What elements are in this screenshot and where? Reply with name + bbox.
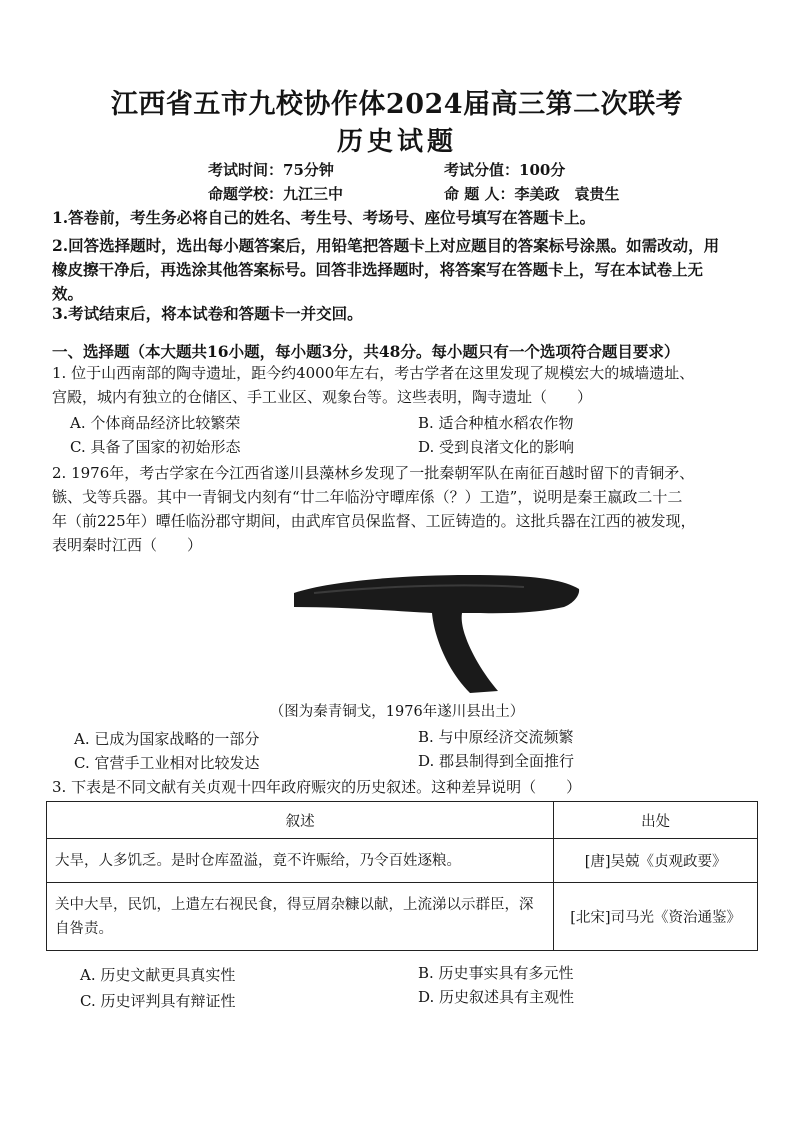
q2-stem-line-3: 年（前225年）曋任临汾郡守期间，由武库官员保监督、工匠铸造的。这批兵器在江西的被发现， — [52, 512, 696, 530]
source-table — [46, 801, 758, 951]
q3-option-b: B. 历史事实具有多元性 — [418, 964, 574, 982]
subject-title: 历史试题 — [336, 127, 457, 157]
table-cell-source: [北宋]司马光《资治通鉴》 — [554, 883, 758, 951]
q2-option-c: C. 官营手工业相对比较发达 — [74, 754, 260, 772]
q2-option-d: D. 郡县制得到全面推行 — [418, 752, 575, 770]
table-header-source: 出处 — [554, 802, 758, 839]
table-row — [47, 839, 758, 883]
q2-option-b: B. 与中原经济交流频繁 — [418, 728, 574, 746]
q2-stem-line-4: 表明秦时江西（ ） — [52, 536, 203, 554]
instruction-2-end: 效。 — [52, 284, 84, 303]
q3-option-a: A. 历史文献更具真实性 — [80, 966, 236, 984]
instruction-3: 3.考试结束后，将本试卷和答题卡一并交回。 — [52, 304, 363, 323]
q2-option-a: A. 已成为国家战略的一部分 — [74, 730, 260, 748]
figure-caption: （图为秦青铜戈，1976年遂川县出土） — [269, 704, 525, 720]
exam-author: 命 题 人：李美政 袁贵生 — [444, 185, 620, 203]
table-header-narrative: 叙述 — [47, 802, 554, 839]
table-header-row — [47, 802, 758, 839]
q1-option-c: C. 具备了国家的初始形态 — [70, 438, 241, 456]
q1-option-b: B. 适合种植水稻农作物 — [418, 414, 574, 432]
q1-stem-line-1: 1. 位于山西南部的陶寺遗址，距今约4000年左右，考古学者在这里发现了规模宏大的城墙遗址、 — [52, 364, 695, 382]
instruction-2: 2.回答选择题时，选出每小题答案后，用铅笔把答题卡上对应题目的答案标号涂黑。如需改动，用 — [52, 236, 720, 255]
section-heading: 一、选择题（本大题共16小题，每小题3分，共48分。每小题只有一个选项符合题目要求） — [52, 342, 680, 361]
bronze-dagger-axe-image — [294, 573, 584, 695]
table-cell-narrative: 大旱，人多饥乏。是时仓库盈溢，竟不许赈给，乃令百姓逐粮。 — [47, 839, 554, 883]
instruction-2-cont: 橡皮擦干净后，再选涂其他答案标号。回答非选择题时，将答案写在答题卡上，写在本试卷上无 — [52, 260, 704, 279]
q3-option-d: D. 历史叙述具有主观性 — [418, 988, 575, 1006]
table-cell-narrative: 关中大旱，民饥，上遣左右视民食，得豆屑杂糠以献，上流涕以示群臣，深自咎责。 — [47, 883, 554, 951]
exam-score: 考试分值：100分 — [444, 161, 566, 179]
q1-option-a: A. 个体商品经济比较繁荣 — [70, 414, 241, 432]
instruction-1: 1.答卷前，考生务必将自己的姓名、考生号、考场号、座位号填写在答题卡上。 — [52, 208, 596, 227]
q3-stem: 3. 下表是不同文献有关贞观十四年政府赈灾的历史叙述。这种差异说明（ ） — [52, 778, 582, 796]
q1-option-d: D. 受到良渚文化的影响 — [418, 438, 575, 456]
q2-stem-line-1: 2. 1976年，考古学家在今江西省遂川县藻林乡发现了一批秦朝军队在南征百越时留下的青铜矛、 — [52, 464, 695, 482]
q1-stem-line-2: 宫殿，城内有独立的仓储区、手工业区、观象台等。这些表明，陶寺遗址（ ） — [52, 388, 593, 406]
q3-option-c: C. 历史评判具有辩证性 — [80, 992, 236, 1010]
table-row — [47, 883, 758, 951]
q2-stem-line-2: 镞、戈等兵器。其中一青铜戈内刻有“廿二年临汾守曋库係（？）工造”，说明是秦王嬴政二十二 — [52, 488, 683, 506]
exam-school: 命题学校：九江三中 — [208, 185, 344, 203]
exam-title: 江西省五市九校协作体2024届高三第二次联考 — [110, 89, 684, 120]
exam-time: 考试时间：75分钟 — [208, 161, 334, 179]
table-cell-source: [唐]吴兢《贞观政要》 — [554, 839, 758, 883]
